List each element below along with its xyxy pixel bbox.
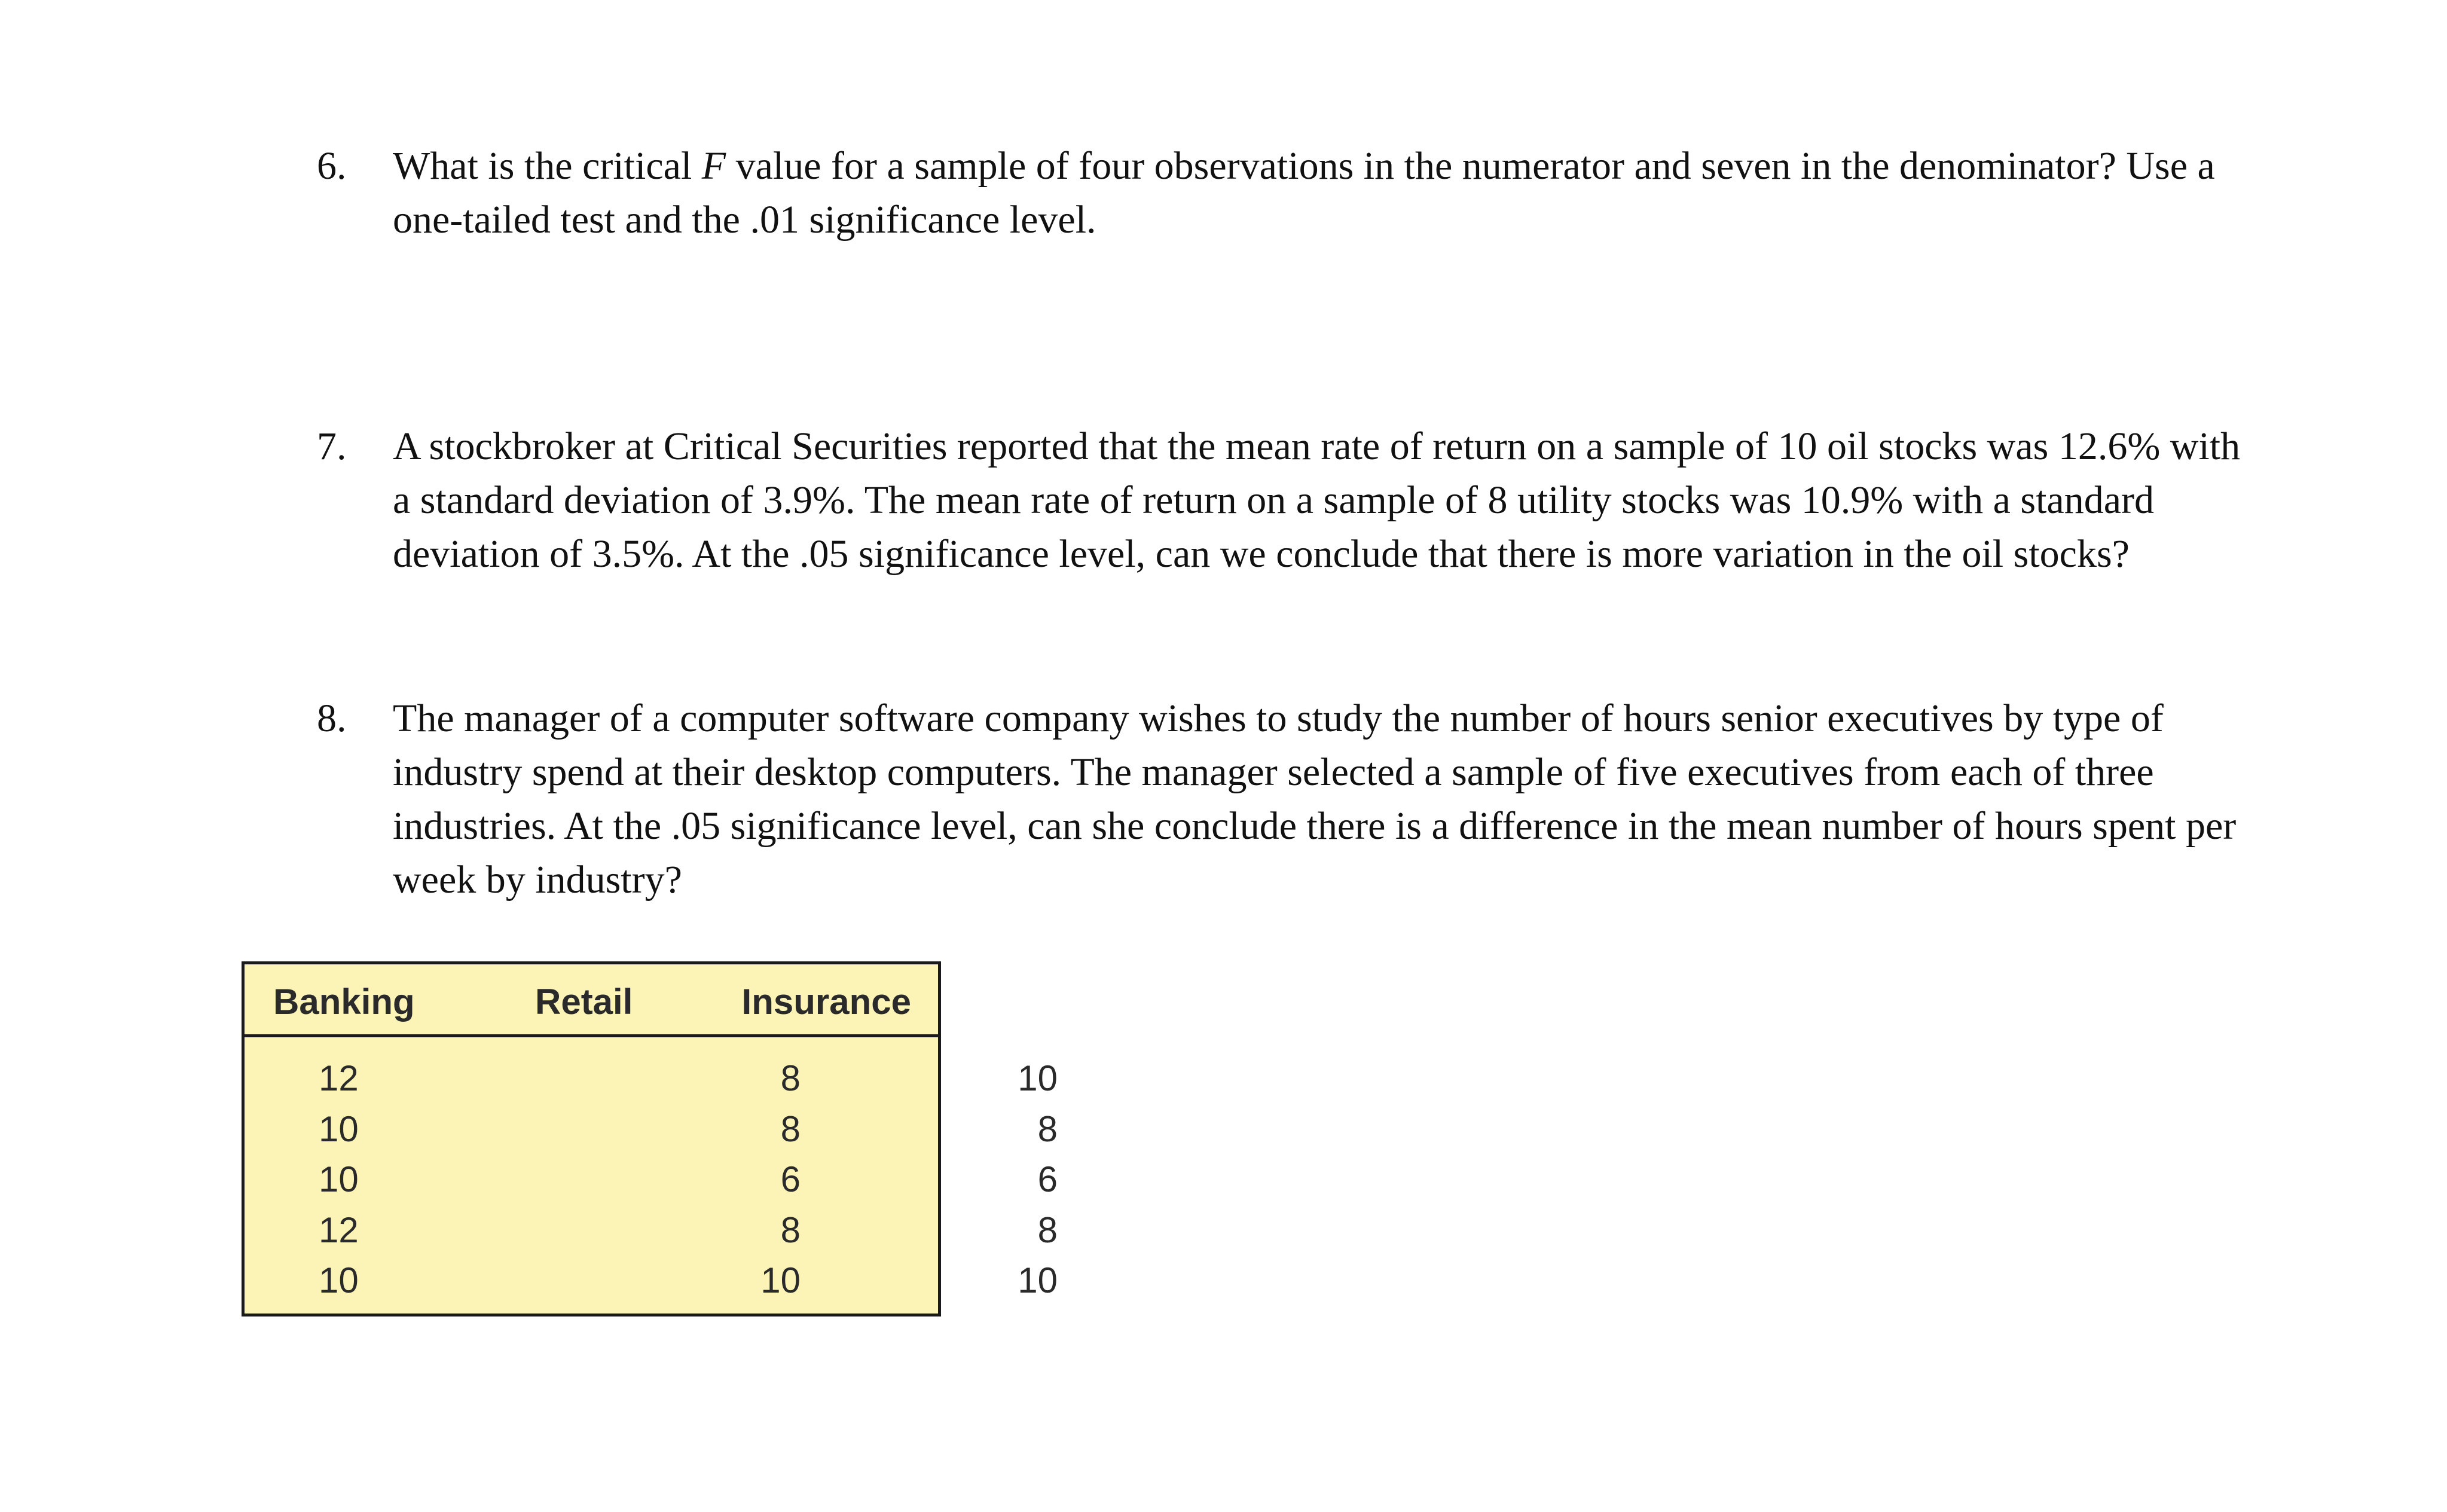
table-cell: 8 xyxy=(1037,1108,1058,1149)
column-header-retail: Retail xyxy=(535,982,633,1022)
question-text-part: value for a sample of four observations in the numerator and seven in the denominator? Use a one-tailed test and the .01 significance level. xyxy=(393,144,2215,242)
table-header xyxy=(245,964,938,1037)
question-text: The manager of a computer software company wishes to study the number of hours senior executives by type of industry spend at their desktop computers. The manager selected a sample of five executives from each of three industries. At the .05 significance level, can she conclude there is a difference in the mean number of hours spent per week by industry? xyxy=(393,697,2237,902)
table-cell: 10 xyxy=(1018,1058,1058,1098)
question-text-part: What is the critical xyxy=(393,144,702,188)
question-number: 6. xyxy=(317,144,347,188)
table-cell: 8 xyxy=(780,1108,801,1149)
column-header-insurance: Insurance xyxy=(741,982,911,1022)
industry-hours-table xyxy=(242,961,1058,1316)
table-cell: 10 xyxy=(319,1260,359,1300)
column-header-banking: Banking xyxy=(273,982,415,1022)
table-cell: 8 xyxy=(780,1209,801,1250)
f-variable: F xyxy=(701,144,726,188)
table-cell: 8 xyxy=(780,1058,801,1098)
table-cell: 10 xyxy=(319,1159,359,1199)
table-cell: 6 xyxy=(1037,1159,1058,1199)
table-cell: 12 xyxy=(319,1058,359,1098)
question-text xyxy=(393,139,2264,247)
question-number: 8. xyxy=(317,697,347,740)
question-text: A stockbroker at Critical Securities reported that the mean rate of return on a sample of 10 oil stocks was 12.6% with a standard deviation of 3.9%. The mean rate of return on a sample of 8 utility stocks was 10.9% with a standard deviation of 3.5%. At the .05 significance level, can we conclude that there is more variation in the oil stocks? xyxy=(393,424,2241,576)
table-cell: 8 xyxy=(1037,1209,1058,1250)
banking-column xyxy=(319,1053,366,1306)
question-number: 7. xyxy=(317,424,347,468)
table-cell: 10 xyxy=(760,1260,801,1300)
table-cell: 10 xyxy=(319,1108,359,1149)
table-cell: 12 xyxy=(319,1209,359,1250)
table-cell: 6 xyxy=(780,1159,801,1199)
table-cell: 10 xyxy=(1018,1260,1058,1300)
